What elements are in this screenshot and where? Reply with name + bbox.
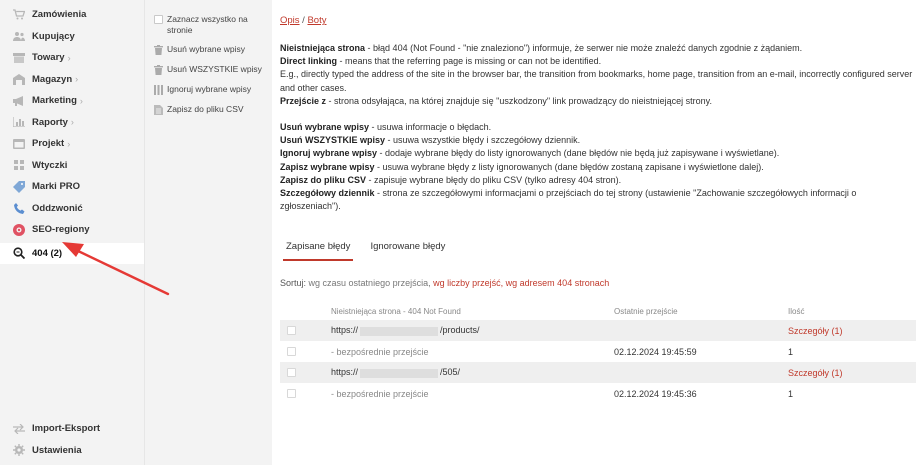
sidebar-item-label: Oddzwonić (32, 202, 83, 214)
sidebar-item-label: Raporty (32, 116, 68, 128)
sort-by-count[interactable]: wg liczby przejść, (433, 278, 504, 288)
description-line (280, 134, 915, 147)
sidebar-item-label: Projekt (32, 138, 65, 150)
sidebar-item-marki-pro[interactable] (0, 176, 144, 198)
sidebar-item-label: Towary (32, 52, 65, 64)
trash-icon (154, 65, 164, 75)
tab-saved-errors[interactable]: Zapisane błędy (280, 237, 356, 261)
sort-by-time[interactable]: wg czasu ostatniego przejścia, (308, 278, 431, 288)
ignore-selected-label: Ignoruj wybrane wpisy (167, 84, 252, 94)
table-row (280, 341, 916, 362)
box-icon (12, 52, 26, 64)
sort-by-address[interactable]: wg adresem 404 stronach (505, 278, 610, 288)
users-icon (12, 30, 26, 42)
table-row (280, 362, 916, 383)
tag-icon (12, 181, 26, 193)
sidebar-item-import-eksport[interactable] (0, 418, 144, 440)
breadcrumb-link-opis[interactable]: Opis (280, 15, 300, 26)
row-last-visit: 02.12.2024 19:45:59 (614, 346, 697, 357)
definition: E.g., directly typed the address of the site in the browser bar, the transition from bookmarks, home page, transition from an e-mail, incorrectly configured server and other cases. (280, 69, 913, 93)
sort-options (280, 278, 609, 288)
grid-icon (12, 159, 26, 171)
nav-list (0, 0, 144, 264)
details-link[interactable]: Szczegóły (1) (788, 325, 843, 336)
sidebar-item-raporty[interactable] (0, 112, 144, 134)
definition: - usuwa wybrane błędy z listy ignorowanych (dane błędów zostaną zapisane i wyświetlone dalej). (374, 161, 764, 172)
breadcrumb-link-boty[interactable]: Boty (307, 15, 327, 26)
checkbox-icon (154, 15, 164, 25)
sidebar-item-wtyczki[interactable] (0, 155, 144, 177)
term: Zapisz wybrane wpisy (280, 161, 375, 172)
sidebar-item-label: Kupujący (32, 30, 75, 42)
tab-ignored-errors[interactable]: Ignorowane błędy (370, 241, 446, 252)
warehouse-icon (12, 73, 26, 85)
sidebar-item-label: Marketing (32, 95, 77, 107)
breadcrumb-separator: / (299, 15, 308, 26)
definition: - zapisuje wybrane błędy do pliku CSV (tylko adresy 404 stron). (366, 174, 622, 185)
sidebar-item-label: Wtyczki (32, 159, 68, 171)
actions-panel (144, 0, 272, 465)
select-all-label: Zaznacz wszystko na stronie (167, 14, 248, 35)
tab-bar (280, 237, 459, 261)
delete-all-label: Usuń WSZYSTKIE wpisy (167, 64, 262, 74)
term: Nieistniejąca strona (280, 43, 366, 53)
description-line (280, 55, 915, 68)
term: Zapisz do pliku CSV (280, 174, 367, 185)
cart-icon (12, 9, 26, 21)
header-last-visit: Ostatnie przejście (614, 306, 678, 316)
sidebar-item-projekt[interactable] (0, 133, 144, 155)
sort-label: Sortuj: (280, 278, 307, 288)
search-icon (12, 247, 26, 259)
url-suffix: /products/ (440, 325, 480, 336)
definition: - strona ze szczegółowymi informacjami o przejściach do tej strony (ustawienie "Zachowanie szczegółowych informacji o zgłoszeniach"). (280, 188, 857, 212)
redacted-domain (360, 327, 438, 336)
url-prefix: https:// (331, 325, 359, 336)
phone-icon (12, 202, 26, 214)
row-count: 1 (788, 388, 794, 399)
gear-icon (12, 444, 26, 456)
row-count: 1 (788, 346, 794, 357)
details-link[interactable]: Szczegóły (1) (788, 367, 843, 378)
chevron-right-icon: › (79, 95, 83, 106)
megaphone-icon (12, 95, 26, 107)
definition: - usuwa wszystkie błędy i szczegółowy dziennik. (385, 135, 581, 146)
description-line (280, 147, 915, 160)
term: Usuń wybrane wpisy (280, 122, 370, 133)
chevron-right-icon: › (67, 52, 71, 63)
description-line (280, 68, 915, 94)
main-content (272, 0, 920, 465)
sidebar-item-label: Import-Eksport (32, 423, 101, 435)
row-url (324, 325, 614, 335)
description-line (280, 187, 915, 213)
term: Przejście z (280, 95, 327, 106)
sidebar-item-kupujacy[interactable] (0, 26, 144, 48)
trash-icon (154, 45, 164, 55)
layout-icon (12, 138, 26, 150)
file-icon (154, 105, 164, 115)
sidebar-item-oddzwonic[interactable] (0, 198, 144, 220)
redacted-domain (360, 369, 438, 378)
definition: - strona odsyłająca, na której znajduje się "uszkodzony" link prowadzący do nieistniejącej strony. (326, 95, 712, 106)
sidebar-item-label: Magazyn (32, 73, 73, 85)
description-text (280, 42, 915, 213)
url-suffix: /505/ (440, 367, 461, 378)
term: Usuń WSZYSTKIE wpisy (280, 135, 386, 146)
term: Direct linking (280, 56, 338, 67)
definition: - means that the referring page is missing or can not be identified. (337, 56, 602, 67)
errors-table (280, 302, 916, 404)
description-line (280, 174, 915, 187)
breadcrumb (280, 15, 326, 26)
url-prefix: https:// (331, 367, 359, 378)
sidebar-item-magazyn[interactable] (0, 69, 144, 91)
row-checkbox[interactable] (280, 389, 324, 398)
chevron-right-icon: › (70, 117, 74, 128)
delete-selected-button[interactable] (145, 44, 272, 55)
description-line (280, 161, 915, 174)
transfer-icon (12, 423, 26, 435)
row-checkbox[interactable] (280, 368, 324, 377)
sidebar-item-404[interactable] (0, 243, 144, 265)
sidebar-item-label: Ustawienia (32, 444, 82, 456)
header-page: Nieistniejąca strona - 404 Not Found (331, 306, 461, 316)
row-referrer: - bezpośrednie przejście (331, 388, 429, 399)
sidebar-item-ustawienia[interactable] (0, 440, 144, 462)
sidebar-item-label: Marki PRO (32, 181, 81, 193)
description-line (280, 95, 915, 108)
row-referrer: - bezpośrednie przejście (331, 346, 429, 357)
table-row (280, 383, 916, 404)
sidebar-bottom (0, 418, 144, 461)
definition: - dodaje wybrane błędy do listy ignorowanych (dane błędów nie będą już zapisywane i wyświetlane). (377, 148, 780, 159)
pause-icon (154, 85, 164, 95)
definition: - błąd 404 (Not Found - "nie znaleziono") informuje, że serwer nie może znaleźć danych zgodnie z żądaniem. (365, 43, 803, 53)
seo-icon (12, 224, 26, 236)
save-csv-label: Zapisz do pliku CSV (167, 104, 244, 114)
sidebar-item-label: 404 (2) (32, 247, 63, 259)
description-line (280, 42, 915, 55)
table-row (280, 320, 916, 341)
main-sidebar (0, 0, 144, 465)
delete-all-button[interactable] (145, 64, 272, 75)
table-header (280, 302, 916, 320)
row-checkbox[interactable] (280, 347, 324, 356)
term: Ignoruj wybrane wpisy (280, 148, 378, 159)
header-count: Ilość (788, 306, 805, 316)
chevron-right-icon: › (75, 74, 79, 85)
delete-selected-label: Usuń wybrane wpisy (167, 44, 245, 54)
chart-icon (12, 116, 26, 128)
term: Szczegółowy dziennik (280, 188, 375, 199)
row-checkbox[interactable] (280, 326, 324, 335)
definition: - usuwa informacje o błędach. (369, 122, 492, 133)
sidebar-item-towary[interactable] (0, 47, 144, 69)
ignore-selected-button[interactable] (145, 84, 272, 95)
sidebar-item-seo-regiony[interactable] (0, 219, 144, 241)
row-url (324, 367, 614, 377)
select-all-checkbox[interactable] (145, 14, 272, 36)
row-last-visit: 02.12.2024 19:45:36 (614, 388, 697, 399)
chevron-right-icon: › (67, 138, 71, 149)
save-csv-button[interactable] (145, 104, 272, 115)
sidebar-item-label: SEO-regiony (32, 224, 90, 236)
sidebar-item-zamowienia[interactable] (0, 4, 144, 26)
description-line (280, 121, 915, 134)
sidebar-item-marketing[interactable] (0, 90, 144, 112)
sidebar-item-label: Zamówienia (32, 9, 87, 21)
